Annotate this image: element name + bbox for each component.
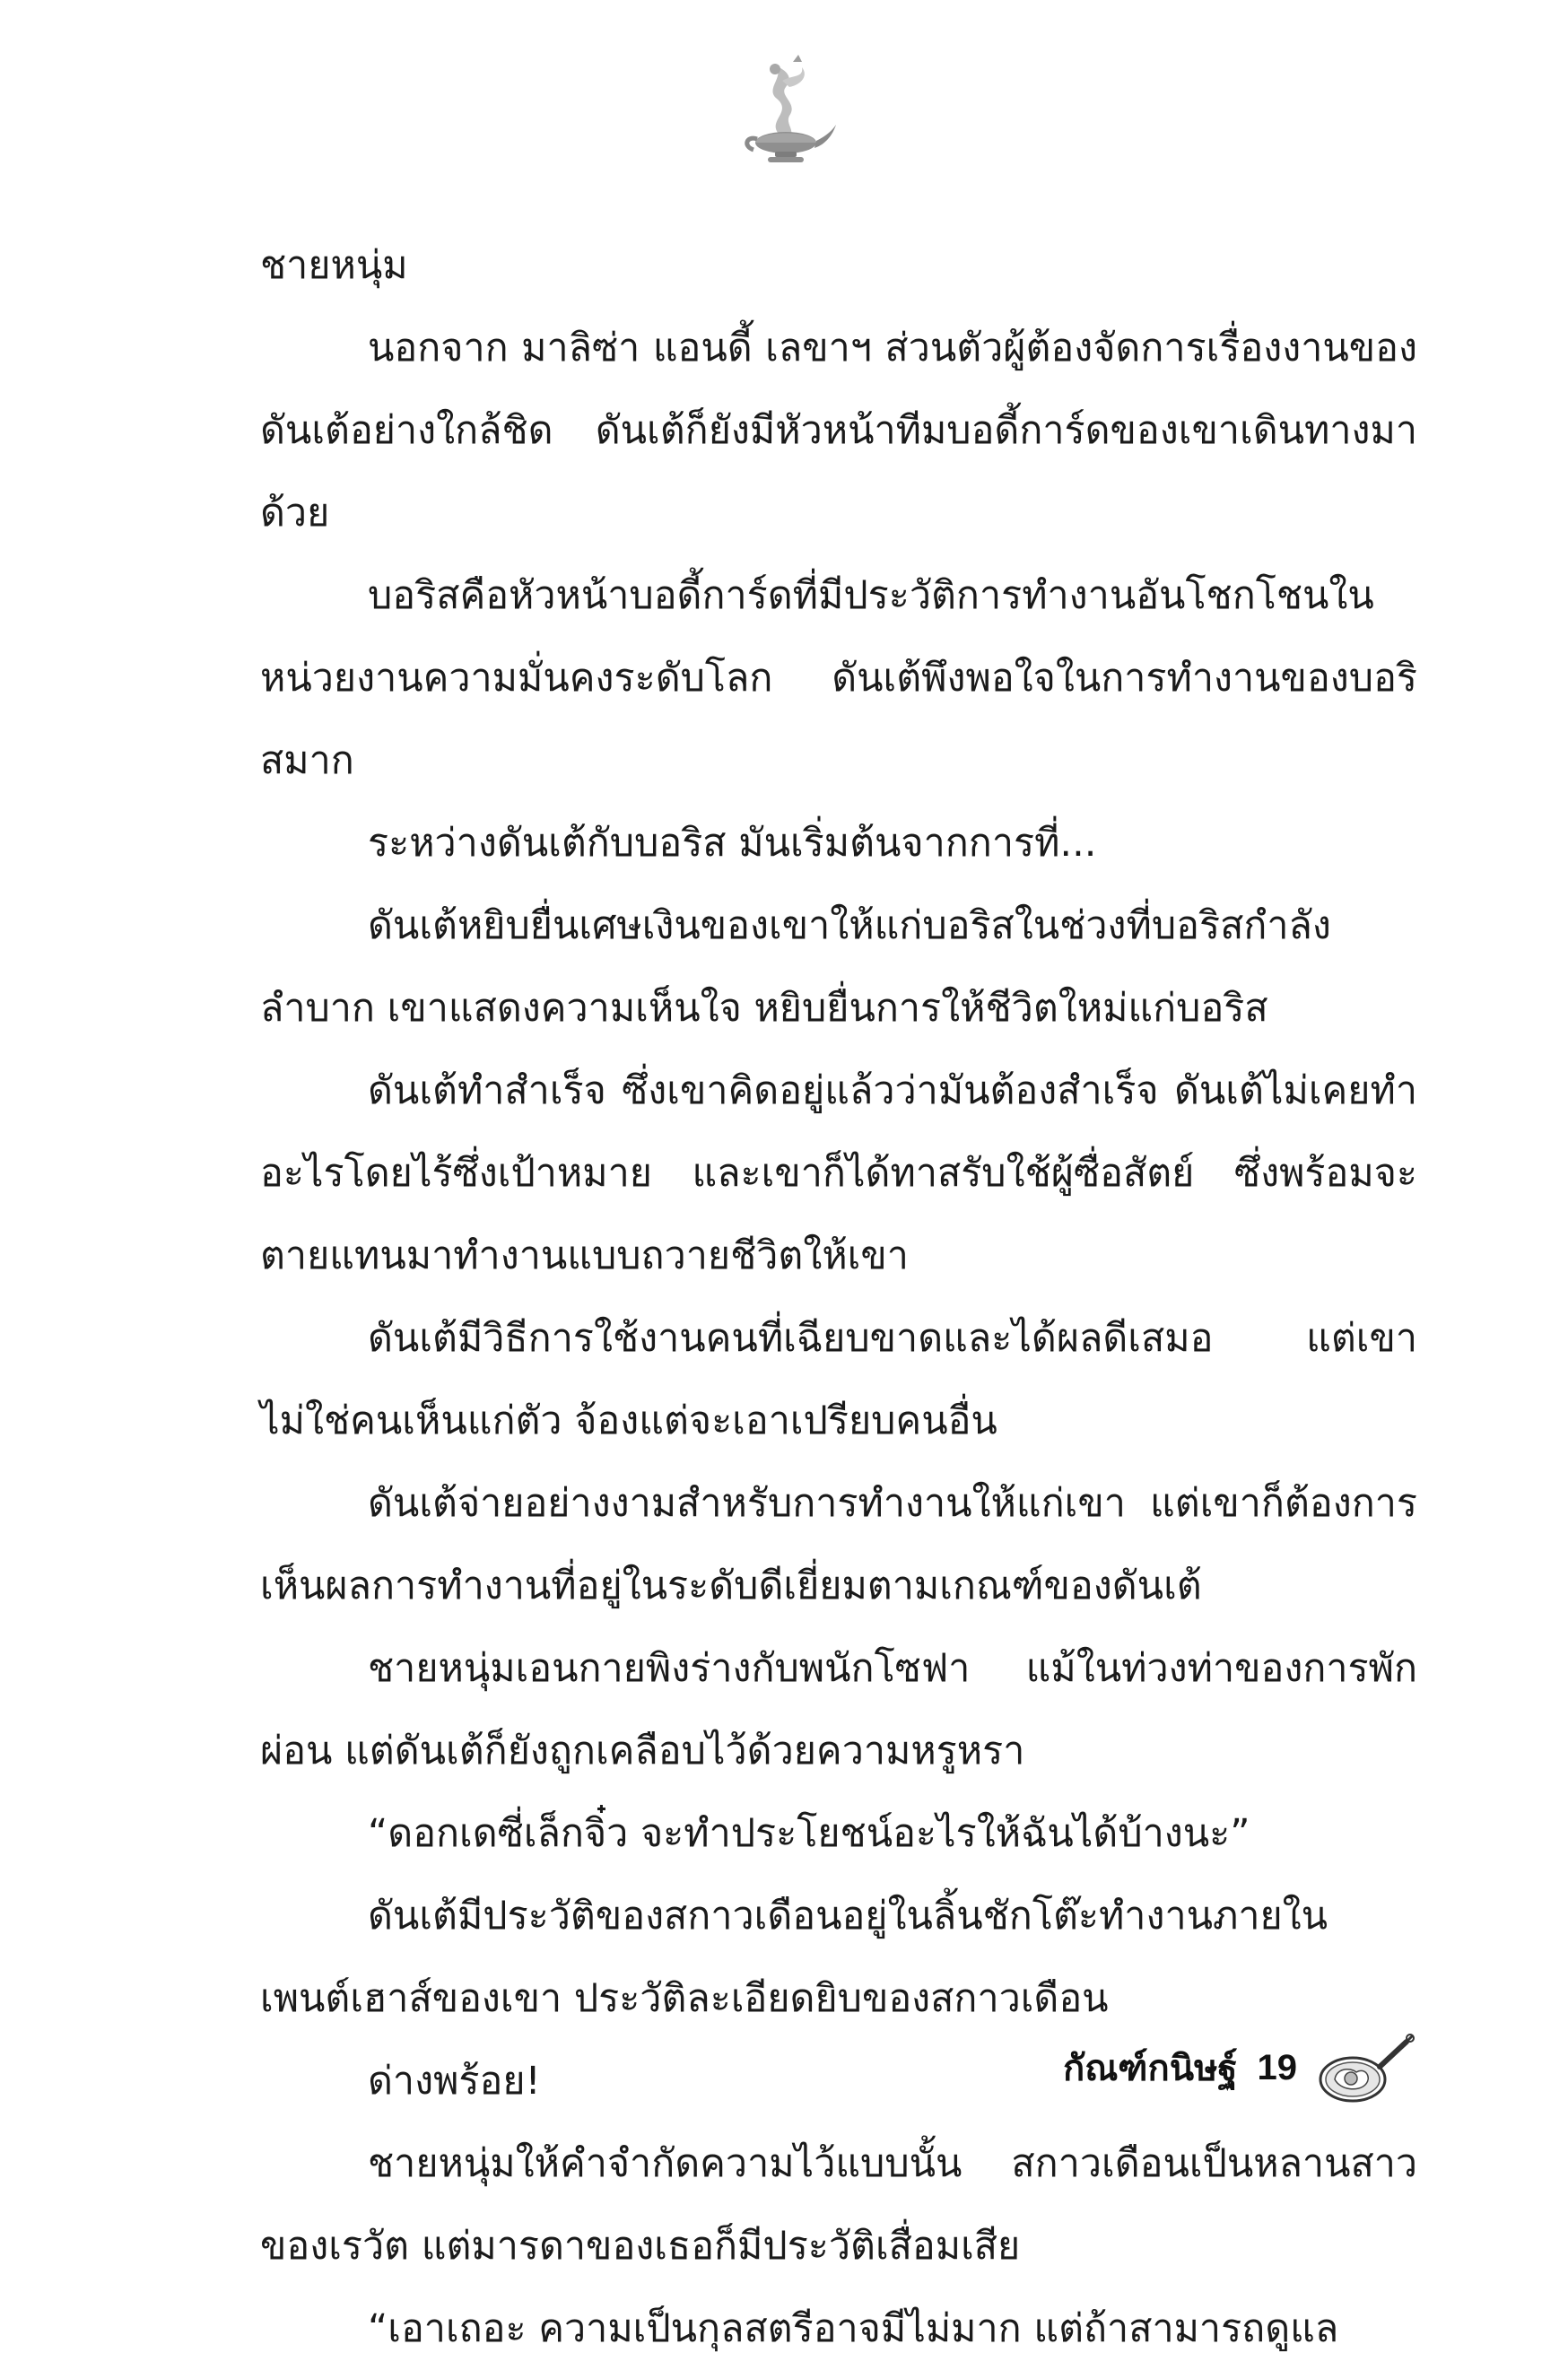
paragraph: ชายหนุ่มให้คำจำกัดความไว้แบบนั้น สกาวเดือนเป็นหลานสาวของเรวัต แต่มารดาของเธอก็มีประวัติเสื่อมเสีย bbox=[260, 2141, 1417, 2269]
book-title: กัณฑ์กนิษฐ์ bbox=[1062, 2048, 1238, 2089]
paragraph: นอกจาก มาลิซ่า แอนดี้ เลขาฯ ส่วนตัวผู้ต้องจัดการเรื่องงานของดันเต้อย่างใกล้ชิด ดันเต้ก็ยังมีหัวหน้าทีมบอดี้การ์ดของเขาเดินทางมาด้วย bbox=[260, 326, 1417, 536]
paragraph: ดันเต้หยิบยื่นเศษเงินของเขาให้แก่บอริสในช่วงที่บอริสกำลังลำบาก เขาแสดงความเห็นใจ หยิบยื่นการให้ชีวิตใหม่แก่บอริส bbox=[260, 903, 1331, 1031]
paragraph: ดันเต้จ่ายอย่างงามสำหรับการทำงานให้แก่เขา แต่เขาก็ต้องการเห็นผลการทำงานที่อยู่ในระดับดีเยี่ยมตามเกณฑ์ของดันเต้ bbox=[260, 1481, 1417, 1608]
paragraph: ดันเต้มีประวัติของสกาวเดือนอยู่ในลิ้นชักโต๊ะทำงานภายในเพนต์เฮาส์ของเขา ประวัติละเอียดยิบของสกาวเดือน bbox=[260, 1894, 1328, 2021]
paragraph: ดันเต้มีวิธีการใช้งานคนที่เฉียบขาดและได้ผลดีเสมอ แต่เขาไม่ใช่คนเห็นแก่ตัว จ้องแต่จะเอาเปรียบคนอื่น bbox=[260, 1316, 1417, 1443]
magic-lamp-genie-icon bbox=[730, 49, 838, 166]
frying-pan-egg-icon bbox=[1317, 2027, 1416, 2108]
paragraph: “เอาเถอะ ความเป็นกุลสตรีอาจมีไม่มาก แต่ถ้าสามารถดูแล bbox=[368, 2306, 1339, 2351]
paragraph: ชายหนุ่มเอนกายพิงร่างกับพนักโซฟา แม้ในท่วงท่าของการพักผ่อน แต่ดันเต้ก็ยังถูกเคลือบไว้ด้วยความหรูหรา bbox=[260, 1646, 1417, 1773]
paragraph: ด่างพร้อย! bbox=[368, 2059, 541, 2104]
page-number: 19 bbox=[1257, 2047, 1297, 2087]
page-header bbox=[0, 49, 1568, 166]
paragraph: บอริสคือหัวหน้าบอดี้การ์ดที่มีประวัติการทำงานอันโชกโชนในหน่วยงานความมั่นคงระดับโลก ดันเต้พึงพอใจในการทำงานของบอริสมาก bbox=[260, 573, 1417, 783]
paragraph: ดันเต้ทำสำเร็จ ซึ่งเขาคิดอยู่แล้วว่ามันต้องสำเร็จ ดันเต้ไม่เคยทำอะไรโดยไร้ซึ่งเป้าหมาย และเขาก็ได้ทาสรับใช้ผู้ซื่อสัตย์ ซึ่งพร้อมจะตายแทนมาทำงานแบบถวายชีวิตให้เขา bbox=[260, 1068, 1417, 1278]
paragraph: ระหว่างดันเต้กับบอริส มันเริ่มต้นจากการที่... bbox=[368, 821, 1097, 866]
paragraph: “ดอกเดซี่เล็กจิ๋ว จะทำประโยชน์อะไรให้ฉันได้บ้างนะ” bbox=[368, 1811, 1250, 1856]
page-footer bbox=[1063, 2018, 1416, 2117]
paragraph: ชายหนุ่ม bbox=[260, 243, 408, 288]
